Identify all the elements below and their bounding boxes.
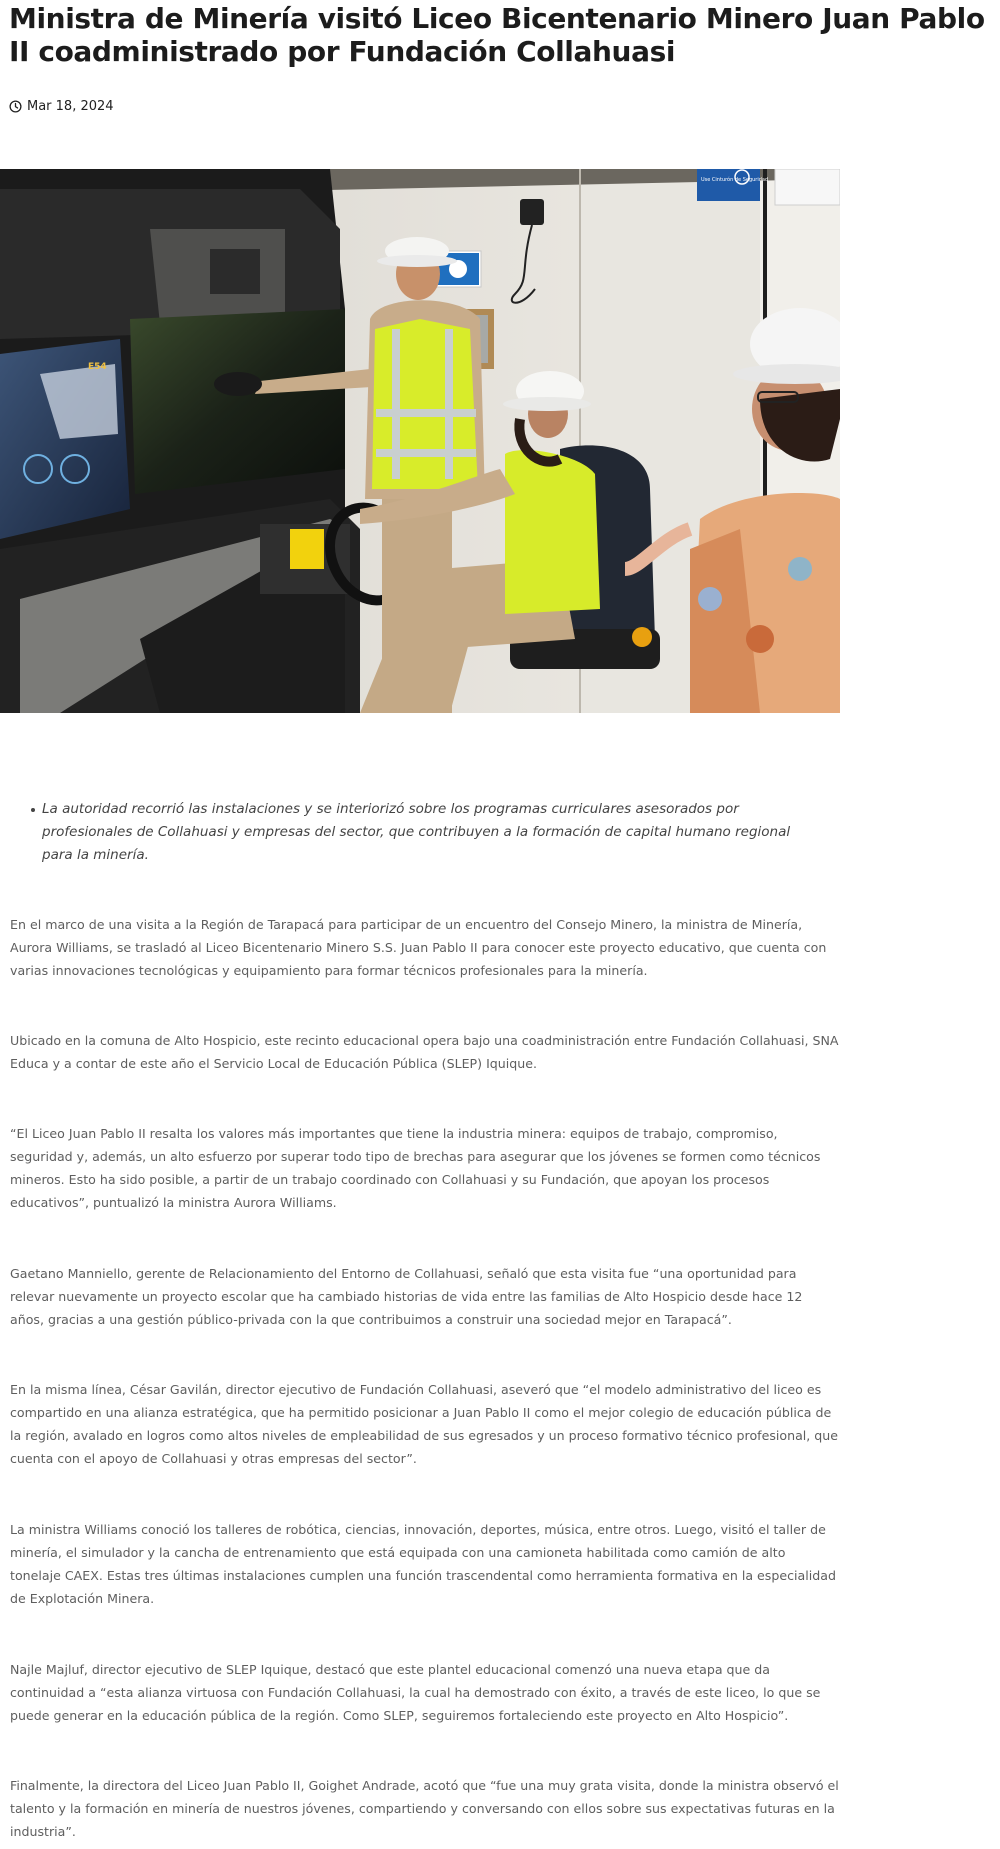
article-image [0,169,840,713]
post-date [9,96,114,116]
article-title: Ministra de Minería visitó Liceo Bicentenario Minero Juan Pablo II coadministrado por Fundación Collahuasi [9,2,985,68]
article-paragraph: Finalmente, la directora del Liceo Juan Pablo II, Goighet Andrade, acotó que “fue una muy grata visita, donde la ministra observó el talento y la formación en minería de nuestros jóvenes, compartiendo y conversando con ellos sobre sus expectativas futuras en la industria”. [10,1778,839,1839]
article-paragraph: Najle Majluf, director ejecutivo de SLEP Iquique, destacó que este plantel educacional comenzó una nueva etapa que da continuidad a “esta alianza virtuosa con Fundación Collahuasi, la cual ha demostrado con éxito, a través de este liceo, lo que se puede generar en la educación pública de la región. Como SLEP, seguiremos fortaleciendo este proyecto en Alto Hospicio”. [10,1662,821,1723]
article-paragraph: En la misma línea, César Gavilán, director ejecutivo de Fundación Collahuasi, aseveró que “el modelo administrativo del liceo es compartido en una alianza estratégica, que ha permitido posicionar a Juan Pablo II como el mejor colegio de educación pública de la región, avalado en logros como altos niveles de empleabilidad de sus egresados y un proceso formativo técnico profesional, que cuenta con el apoyo de Collahuasi y otras empresas del sector”. [10,1382,839,1466]
article-paragraph: Gaetano Manniello, gerente de Relacionamiento del Entorno de Collahuasi, señaló que esta visita fue “una oportunidad para relevar nuevamente un proyecto escolar que ha cambiado historias de vida entre las familias de Alto Hospicio desde hace 12 años, gracias a una gestión público-privada con la que contribuimos a construir una sociedad mejor en Tarapacá”. [10,1266,803,1327]
article-paragraph: En el marco de una visita a la Región de Tarapacá para participar de un encuentro del Consejo Minero, la ministra de Minería, Aurora Williams, se trasladó al Liceo Bicentenario Minero S.S. Juan Pablo II para conocer este proyecto educativo, que cuenta con varias innovaciones tecnológicas y equipamiento para formar técnicos profesionales para la minería. [10,917,827,978]
article-paragraph: La ministra Williams conoció los talleres de robótica, ciencias, innovación, deportes, música, entre otros. Luego, visitó el taller de minería, el simulador y la cancha de entrenamiento que está equipada con una camioneta habilitada como camión de alto tonelaje CAEX. Estas tres últimas instalaciones cumplen una función trascendental como herramienta formativa en la especialidad de Explotación Minera. [10,1522,836,1606]
article-paragraph: “El Liceo Juan Pablo II resalta los valores más importantes que tiene la industria minera: equipos de trabajo, compromiso, seguridad y, además, un alto esfuerzo por superar todo tipo de brechas para asegurar que los jóvenes se formen como técnicos mineros. Esto ha sido posible, a partir de un trabajo coordinado con Collahuasi y su Fundación, que apoyan los procesos educativos”, puntualizó la ministra Aurora Williams. [10,1126,821,1210]
safety-sign-text: Use Cinturón de Seguridad [701,177,769,183]
post-date-text: Mar 18, 2024 [27,98,114,114]
article-image-illustration [0,169,840,713]
highlight-item: La autoridad recorrió las instalaciones y se interiorizó sobre los programas curriculares asesorados por profesionales de Collahuasi y empresas del sector, que contribuyen a la formación de capital humano regional para la minería. [42,798,822,867]
clock-icon [9,100,22,113]
article-paragraph: Ubicado en la comuna de Alto Hospicio, este recinto educacional opera bajo una coadministración entre Fundación Collahuasi, SNA Educa y a contar de este año el Servicio Local de Educación Pública (SLEP) Iquique. [10,1033,839,1071]
screen-number-text: E54 [88,362,107,372]
highlights-list [42,798,822,867]
